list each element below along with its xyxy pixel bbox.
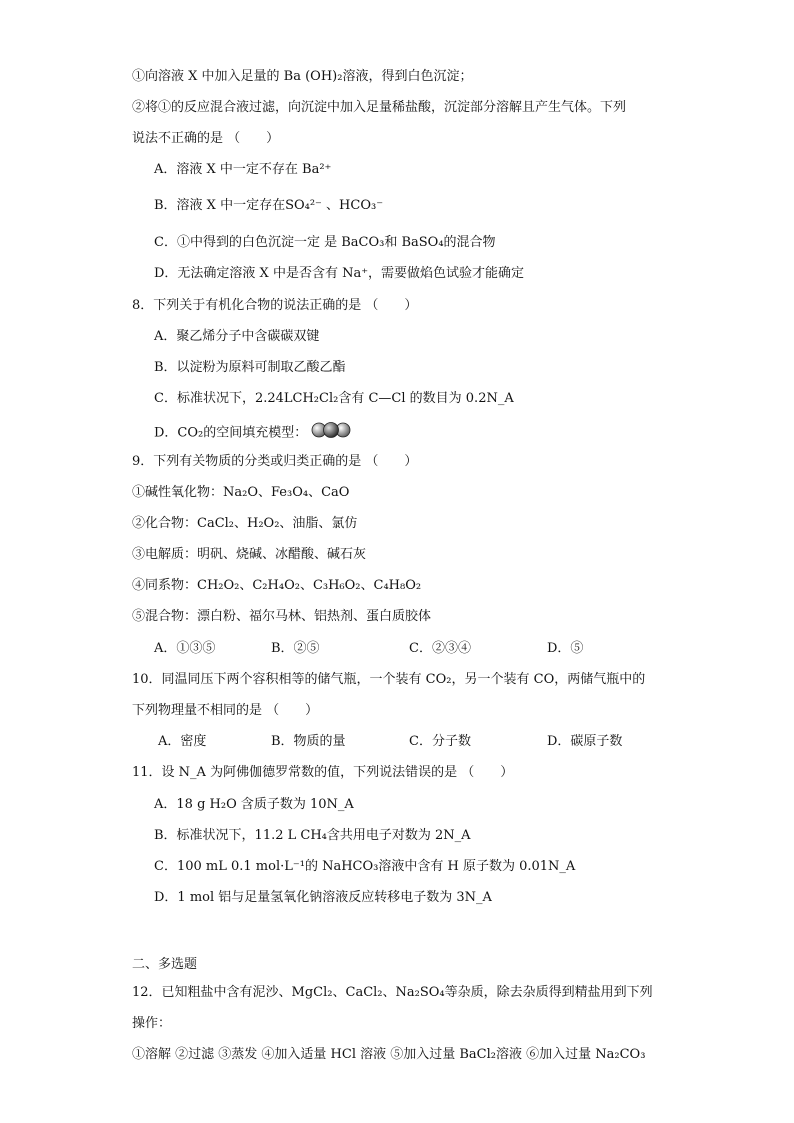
q8-option-d-row — [154, 421, 351, 445]
q9-item-4: ④同系物：CH₂O₂、C₂H₄O₂、C₃H₆O₂、C₄H₈O₂ — [132, 578, 422, 593]
q12-operations: ①溶解 ②过滤 ③蒸发 ④加入适量 HCl 溶液 ⑤加入过量 BaCl₂溶液 ⑥加入过量 Na₂CO₃ — [132, 1047, 646, 1062]
q11-option-c: C．100 mL 0.1 mol·L⁻¹的 NaHCO₃溶液中含有 H 原子数为 0.01N_A — [154, 859, 576, 874]
co2-space-filling-model-icon — [311, 421, 351, 445]
q10-option-d: D．碳原子数 — [547, 734, 623, 749]
q9-item-5: ⑤混合物：漂白粉、福尔马林、铝热剂、蛋白质胶体 — [132, 609, 432, 624]
q10-option-a: A．密度 — [158, 734, 207, 749]
q9-stem: 9．下列有关物质的分类或归类正确的是 （ ） — [132, 454, 418, 469]
q8-stem: 8．下列关于有机化合物的说法正确的是 （ ） — [132, 298, 418, 313]
q7-step1: ①向溶液 X 中加入足量的 Ba (OH)₂溶液，得到白色沉淀； — [132, 69, 473, 84]
q10-option-c: C．分子数 — [409, 734, 471, 749]
q9-item-1: ①碱性氧化物：Na₂O、Fe₃O₄、CaO — [132, 485, 350, 500]
q11-option-b: B．标准状况下，11.2 L CH₄含共用电子对数为 2N_A — [154, 828, 471, 843]
q8-option-a: A．聚乙烯分子中含碳碳双键 — [154, 329, 320, 344]
q9-option-c: C．②③④ — [409, 641, 471, 656]
q7-step2-line2: 说法不正确的是 （ ） — [132, 131, 280, 146]
q11-option-a: A．18 g H₂O 含质子数为 10N_A — [154, 797, 354, 812]
q12-stem-line2: 操作： — [132, 1016, 172, 1031]
q9-item-3: ③电解质：明矾、烧碱、冰醋酸、碱石灰 — [132, 547, 367, 562]
q7-option-d: D．无法确定溶液 X 中是否含有 Na⁺，需要做焰色试验才能确定 — [154, 266, 525, 281]
q11-option-d: D．1 mol 铝与足量氢氧化钠溶液反应转移电子数为 3N_A — [154, 890, 492, 905]
q9-options — [154, 640, 634, 658]
q7-option-b: B．溶液 X 中一定存在SO₄²⁻ 、HCO₃⁻ — [154, 198, 384, 213]
q12-stem-line1: 12．已知粗盐中含有泥沙、MgCl₂、CaCl₂、Na₂SO₄等杂质，除去杂质得到精盐用到下列 — [132, 985, 653, 1000]
q10-stem-line2: 下列物理量不相同的是 （ ） — [132, 703, 319, 718]
q10-option-b: B．物质的量 — [271, 734, 346, 749]
q10-stem-line1: 10．同温同压下两个容积相等的储气瓶，一个装有 CO₂，另一个装有 CO，两储气瓶中的 — [132, 672, 646, 687]
q9-option-d: D．⑤ — [547, 641, 584, 656]
q11-stem: 11．设 N_A 为阿佛伽德罗常数的值，下列说法错误的是 （ ） — [132, 765, 514, 780]
q9-option-b: B．②⑤ — [271, 641, 320, 656]
q7-step2-line1: ②将①的反应混合液过滤，向沉淀中加入足量稀盐酸，沉淀部分溶解且产生气体。下列 — [132, 100, 627, 115]
q8-option-c: C．标准状况下，2.24LCH₂Cl₂含有 C—Cl 的数目为 0.2N_A — [154, 391, 514, 406]
q8-option-b: B．以淀粉为原料可制取乙酸乙酯 — [154, 360, 346, 375]
q7-option-a: A．溶液 X 中一定不存在 Ba²⁺ — [154, 162, 332, 177]
q7-option-c: C．①中得到的白色沉淀一定 是 BaCO₃和 BaSO₄的混合物 — [154, 235, 496, 250]
section-heading-multiple-choice: 二、多选题 — [132, 957, 198, 972]
q9-option-a: A．①③⑤ — [154, 641, 216, 656]
q8-option-d: D．CO₂的空间填充模型： — [154, 425, 308, 441]
q9-item-2: ②化合物：CaCl₂、H₂O₂、油脂、氯仿 — [132, 516, 358, 531]
q10-options — [154, 733, 654, 751]
